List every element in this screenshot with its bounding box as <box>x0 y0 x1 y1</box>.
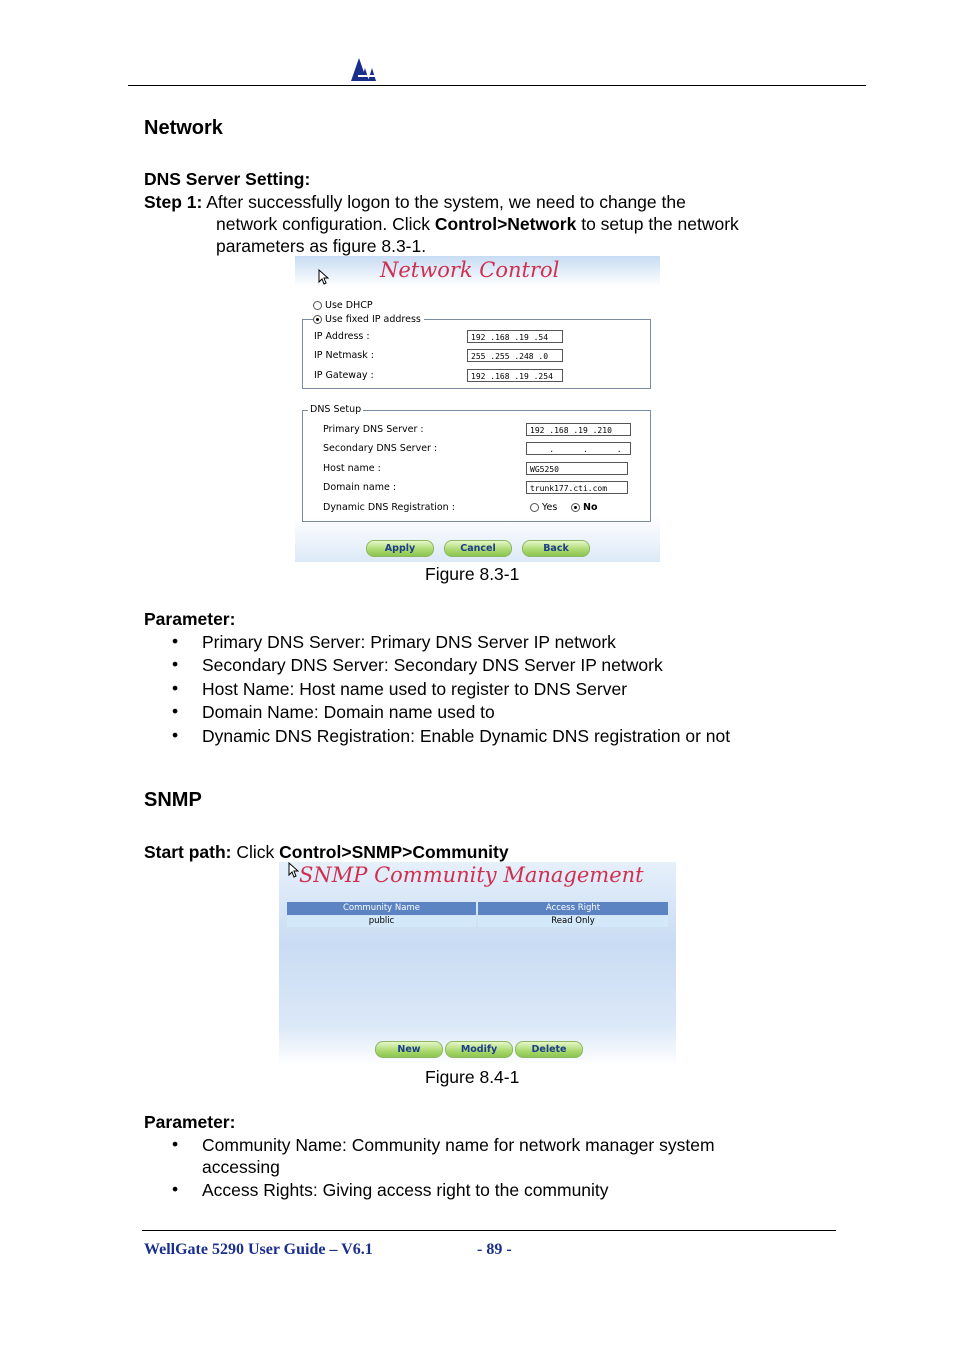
dns-server-setting-heading: DNS Server Setting: <box>144 169 311 189</box>
header-logo <box>349 56 379 82</box>
use-dhcp-label: Use DHCP <box>325 300 373 311</box>
back-button[interactable]: Back <box>522 540 590 557</box>
network-control-screenshot <box>295 256 660 562</box>
param-primary-dns: Primary DNS Server: Primary DNS Server IP network <box>202 632 616 652</box>
secondary-dns-input[interactable]: . . . <box>526 442 631 455</box>
ddns-no-label: No <box>583 502 598 513</box>
param-host-name: Host Name: Host name used to register to DNS Server <box>202 679 628 699</box>
footer-rule <box>142 1230 836 1231</box>
host-name-input[interactable]: WG5250 <box>526 462 628 475</box>
start-path-text: Click <box>231 842 280 862</box>
ip-netmask-input[interactable]: 255 .255 .248 .0 <box>467 349 563 362</box>
new-button[interactable]: New <box>375 1041 443 1058</box>
ddns-label: Dynamic DNS Registration : <box>323 502 455 513</box>
param-access-rights: Access Rights: Giving access right to the community <box>202 1180 609 1200</box>
domain-name-input[interactable]: trunk177.cti.com <box>526 481 628 494</box>
bullet-icon: • <box>172 678 179 698</box>
domain-name-label: Domain name : <box>323 482 397 493</box>
step1-line2 <box>216 213 739 235</box>
host-name-label: Host name : <box>323 463 381 474</box>
bullet-icon: • <box>172 654 179 674</box>
use-fixed-ip-label: Use fixed IP address <box>325 314 421 325</box>
bullet-icon: • <box>172 631 179 651</box>
delete-button[interactable]: Delete <box>515 1041 583 1058</box>
col-community-name: Community Name <box>287 902 476 915</box>
start-path <box>144 841 509 863</box>
secondary-dns-label: Secondary DNS Server : <box>323 443 438 454</box>
footer-guide-title: WellGate 5290 User Guide – V6.1 <box>144 1241 373 1258</box>
ddns-no-option[interactable] <box>571 502 597 513</box>
table-cell-community[interactable]: public <box>287 916 476 927</box>
dns-setup-legend: DNS Setup <box>310 404 362 415</box>
step1-line2-a: network configuration. Click <box>216 214 435 234</box>
step1-label: Step 1: <box>144 192 203 212</box>
param-community-name-line1: Community Name: Community name for network manager system <box>202 1135 715 1155</box>
start-path-value: Control>SNMP>Community <box>279 842 509 862</box>
param-secondary-dns: Secondary DNS Server: Secondary DNS Server IP network <box>202 655 663 675</box>
radio-selected-icon <box>313 315 322 324</box>
bullet-icon: • <box>172 701 179 721</box>
company-logo-icon <box>349 56 379 82</box>
step1-line3: parameters as figure 8.3-1. <box>216 236 427 256</box>
step1-text: After successfully logon to the system, we need to change the <box>202 192 686 212</box>
ip-gateway-input[interactable]: 192 .168 .19 .254 <box>467 369 563 382</box>
figure-8-4-1-caption: Figure 8.4-1 <box>425 1067 520 1087</box>
step1-menu-path: Control>Network <box>434 214 577 234</box>
start-path-label: Start path: <box>144 842 232 862</box>
apply-button[interactable]: Apply <box>366 540 434 557</box>
modify-button[interactable]: Modify <box>445 1041 513 1058</box>
section-heading-network: Network <box>144 117 223 139</box>
use-fixed-ip-option[interactable] <box>313 314 424 325</box>
ip-netmask-label: IP Netmask : <box>314 350 374 361</box>
param-domain-name: Domain Name: Domain name used to <box>202 702 495 722</box>
mouse-cursor-icon <box>318 269 329 285</box>
radio-icon <box>313 301 322 310</box>
snmp-community-screenshot <box>279 862 676 1066</box>
figure-8-3-1-caption: Figure 8.3-1 <box>425 564 520 584</box>
radio-selected-icon <box>571 503 580 512</box>
param-community-name-line2: accessing <box>202 1157 280 1177</box>
bullet-icon: • <box>172 1179 179 1199</box>
use-dhcp-option[interactable] <box>313 300 373 311</box>
ip-address-label: IP Address : <box>314 331 370 342</box>
mouse-cursor-icon <box>288 862 299 878</box>
step1-line2-c: to setup the network <box>576 214 739 234</box>
cancel-button[interactable]: Cancel <box>444 540 512 557</box>
snmp-title: SNMP Community Management <box>299 863 644 887</box>
bullet-icon: • <box>172 1134 179 1154</box>
ddns-yes-label: Yes <box>542 502 558 513</box>
step1-line1 <box>144 191 686 213</box>
ip-gateway-label: IP Gateway : <box>314 370 374 381</box>
radio-icon <box>530 503 539 512</box>
primary-dns-input[interactable]: 192 .168 .19 .210 <box>526 423 631 436</box>
table-cell-access[interactable]: Read Only <box>478 916 668 927</box>
section-heading-snmp: SNMP <box>144 789 202 811</box>
param-ddns: Dynamic DNS Registration: Enable Dynamic DNS registration or not <box>202 726 731 746</box>
ip-address-input[interactable]: 192 .168 .19 .54 <box>467 330 563 343</box>
ddns-yes-option[interactable] <box>530 502 557 513</box>
bullet-icon: • <box>172 725 179 745</box>
primary-dns-label: Primary DNS Server : <box>323 424 424 435</box>
parameter-heading-1: Parameter: <box>144 609 236 629</box>
header-rule <box>128 85 866 86</box>
parameter-heading-2: Parameter: <box>144 1112 236 1132</box>
col-access-right: Access Right <box>478 902 668 915</box>
footer-page-number: - 89 - <box>477 1241 512 1258</box>
network-control-title: Network Control <box>380 258 560 282</box>
